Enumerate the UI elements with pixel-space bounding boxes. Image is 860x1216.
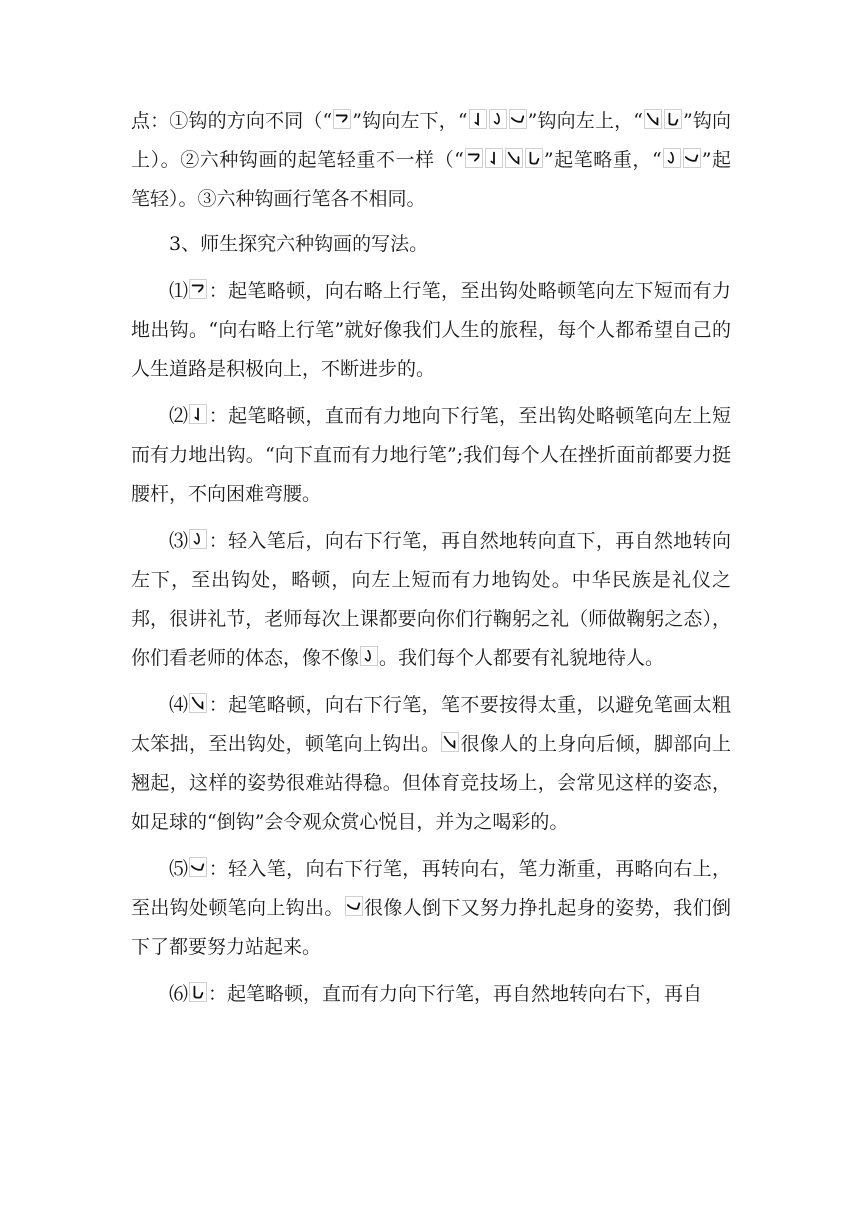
shu-wan-gou-icon — [525, 148, 543, 168]
document-body — [131, 102, 731, 1022]
xie-gou-icon — [505, 148, 523, 168]
text-run: ：轻入笔后，向右下行笔，再自然地转向直下，再自然地转向左下，至出钩处，略顿，向左上短而有力地钩处。中华民族是礼仪之邦，很讲礼节，老师每次上课都要向你们行鞠躬之礼（师做鞠躬之态），你们看老师的体态，像不像 — [131, 530, 731, 669]
wo-gou-icon — [509, 109, 527, 129]
paragraph — [131, 686, 731, 842]
text-run: ⑹ — [169, 983, 189, 1005]
text-run: 点：①钩的方向不同（“ — [131, 110, 333, 132]
text-run: ：起笔略顿，向右下行笔，笔不要按得太重，以避免笔画太粗太笨拙，至出钩处，顿笔向上钩出。 — [131, 694, 731, 755]
paragraph — [131, 225, 731, 264]
xie-gou-icon — [644, 109, 662, 129]
text-run: 很像人的上身向后倾，脚部向上翘起，这样的姿势很难站得稳。但体育竞技场上，会常见这样的姿态，如足球的“倒钩”会令观众赏心悦目，并为之喝彩的。 — [131, 733, 731, 833]
wo-gou-icon — [683, 148, 701, 168]
text-run: ：起笔略顿，向右略上行笔，至出钩处略顿笔向左下短而有力地出钩。“向右略上行笔”就好像我们人生的旅程，每个人都希望自己的人生道路是积极向上，不断进步的。 — [131, 280, 731, 380]
text-run: 很像人倒下又努力挣扎起身的姿势，我们倒下了都要努力站起来。 — [131, 897, 731, 958]
shu-gou-icon — [469, 109, 487, 129]
text-run: ⑶ — [169, 530, 189, 552]
text-run: ⑸ — [169, 858, 189, 880]
paragraph — [131, 522, 731, 678]
paragraph — [131, 850, 731, 967]
paragraph — [131, 975, 731, 1014]
text-run: ⑴ — [169, 280, 189, 302]
wan-gou-icon — [360, 646, 378, 666]
text-run: ⑵ — [169, 405, 189, 427]
text-run: ：轻入笔，向右下行笔，再转向右，笔力渐重，再略向右上，至出钩处顿笔向上钩出。 — [131, 858, 731, 919]
text-run: ”钩向上）。②六种钩画的起笔轻重不一样（“ — [131, 110, 732, 171]
paragraph — [131, 102, 731, 219]
text-run: ”起笔轻）。③六种钩画行笔各不相同。 — [131, 149, 732, 210]
paragraph — [131, 397, 731, 514]
wan-gou-icon — [663, 148, 681, 168]
xie-gou-icon — [189, 693, 207, 713]
shu-wan-gou-icon — [189, 982, 207, 1002]
wo-gou-icon — [189, 857, 207, 877]
hengzhe-gou-icon — [465, 148, 483, 168]
hengzhe-gou-icon — [189, 279, 207, 299]
text-run: ⑷ — [169, 694, 189, 716]
text-run: ”钩向左上，“ — [527, 110, 643, 132]
shu-gou-icon — [189, 404, 207, 424]
text-run: ”起笔略重，“ — [543, 149, 662, 171]
hengzhe-gou-icon — [333, 109, 351, 129]
text-run: ”钩向左下，“ — [352, 110, 468, 132]
paragraph — [131, 272, 731, 389]
wan-gou-icon — [189, 529, 207, 549]
xie-gou-icon — [441, 732, 459, 752]
text-run: ：起笔略顿，直而有力地向下行笔，至出钩处略顿笔向左上短而有力地出钩。“向下直而有力地行笔”;我们每个人在挫折面前都要力挺腰杆，不向困难弯腰。 — [131, 405, 731, 505]
text-run: 。我们每个人都要有礼貌地待人。 — [379, 647, 665, 669]
shu-gou-icon — [485, 148, 503, 168]
wan-gou-icon — [489, 109, 507, 129]
text-run: ：起笔略顿，直而有力向下行笔，再自然地转向右下，再自 — [208, 983, 703, 1005]
text-run: 3、师生探究六种钩画的写法。 — [169, 233, 429, 255]
wo-gou-icon — [345, 896, 363, 916]
shu-wan-gou-icon — [664, 109, 682, 129]
